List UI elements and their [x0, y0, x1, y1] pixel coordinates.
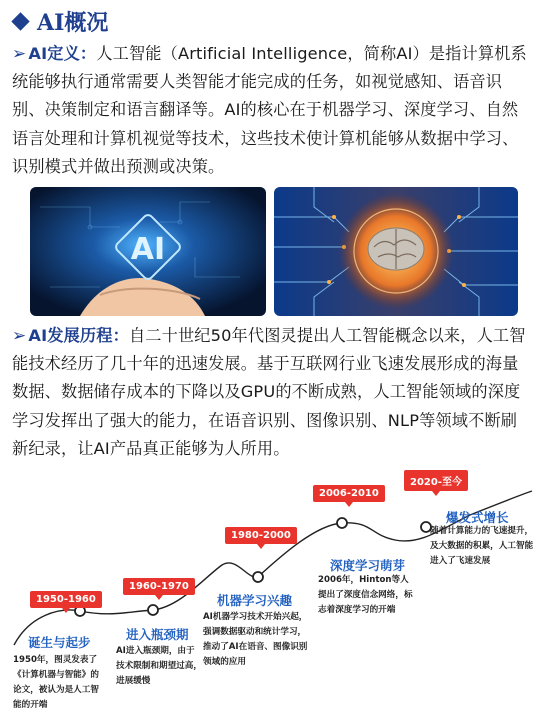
- diamond-bullet-icon: [11, 12, 29, 30]
- timeline-stage-title: 进入瓶颈期: [126, 627, 189, 642]
- timeline-year-badge: 2006-2010: [313, 485, 385, 502]
- arrow-bullet-icon: ➢: [12, 326, 27, 346]
- timeline-year-badge: 1980-2000: [225, 527, 297, 544]
- history-paragraph: [12, 322, 528, 463]
- timeline-stage-title: 爆发式增长: [446, 510, 509, 525]
- history-text: 自二十世纪50年代图灵提出人工智能概念以来，人工智能技术经历了几十年的迅速发展。基于互联网行业飞速发展形成的海量数据、数据储存成本的下降以及GPU的不断成熟，人工智能领域的深度学习发挥出了强大的能力，在语音识别、图像识别、NLP等领域不断刷新纪录，让AI产品真正能够为人所用。: [12, 326, 526, 458]
- definition-paragraph: [12, 40, 528, 181]
- timeline-chart: [0, 465, 540, 722]
- timeline-stage-title: 深度学习萌芽: [330, 558, 406, 573]
- timeline-year-badge: 1950-1960: [30, 591, 102, 608]
- timeline-stage-desc: 1950年，图灵发表了《计算机器与智能》的论文，被认为是人工智能的开端: [13, 655, 99, 710]
- history-heading: AI发展历程：: [28, 326, 129, 345]
- circuit-brain-image: [274, 187, 518, 316]
- timeline-stage-title: 机器学习兴趣: [217, 593, 293, 608]
- ai-hand-image: [30, 187, 266, 316]
- section-title-text: AI概况: [37, 9, 109, 36]
- ai-hologram-label: AI: [130, 232, 166, 267]
- timeline-year-badge: 1960-1970: [123, 578, 195, 595]
- timeline-stage-desc: AI进入瓶颈期，由于技术限制和期望过高，进展缓慢: [116, 646, 202, 686]
- timeline-node: [148, 605, 158, 615]
- timeline-stage-desc: 随着计算能力的飞速提升，及大数据的积累，人工智能进入了飞速发展: [430, 526, 534, 566]
- section-title: [10, 6, 108, 36]
- timeline-stage-desc: AI机器学习技术开始兴起，强调数据驱动和统计学习，推动了AI在语音、图像识别领域的应用: [203, 612, 308, 667]
- timeline-node: [253, 572, 263, 582]
- definition-heading: AI定义：: [28, 44, 97, 63]
- arrow-bullet-icon: ➢: [12, 44, 27, 64]
- definition-text: 人工智能（Artificial Intelligence，简称AI）是指计算机系统能够执行通常需要人类智能才能完成的任务，如视觉感知、语音识别、决策制定和语言翻译等。AI的核心在于机器学习、深度学习、自然语言处理和计算机视觉等技术，这些技术使计算机能够从数据中学习、识别模式并做出预测或决策。: [12, 44, 527, 176]
- timeline-node: [337, 518, 347, 528]
- circuit-brain-icon: [274, 187, 518, 316]
- timeline-year-badge: 2020-至今: [404, 470, 468, 491]
- timeline-stage-desc: 2006年，Hinton等人提出了深度信念网络，标志着深度学习的开端: [318, 575, 413, 615]
- hand-holding-ai-icon: [30, 187, 266, 316]
- timeline-stage-title: 诞生与起步: [28, 635, 91, 650]
